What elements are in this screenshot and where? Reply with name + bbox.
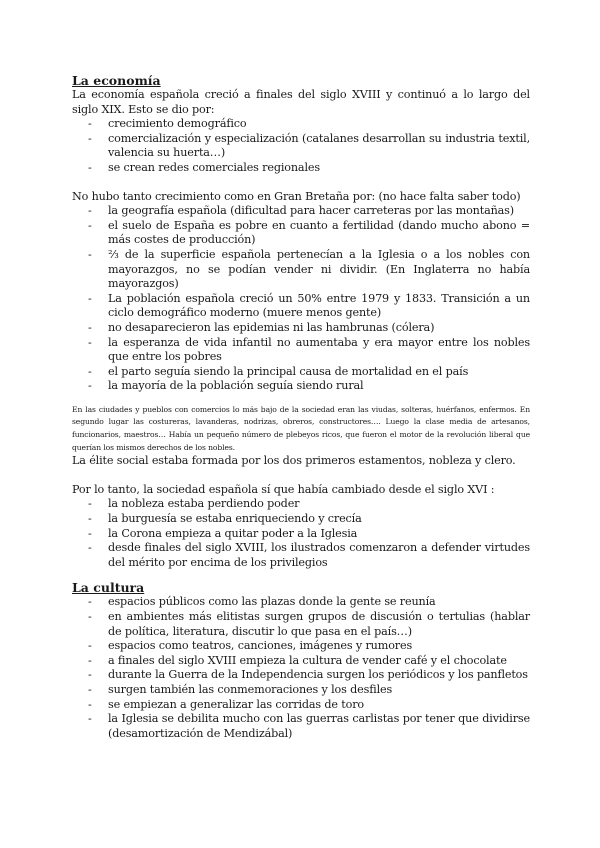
causes-list [72, 117, 530, 175]
list-item: - espacios como teatros, canciones, imágenes y rumores [88, 639, 413, 653]
list-item: - la esperanza de vida infantil no aumentaba y era mayor entre los nobles que entre los pobres [88, 335, 530, 364]
list-item: - el suelo de España es pobre en cuanto a fertilidad (dando mucho abono = más costes de producción) [88, 218, 530, 247]
list-item: - espacios públicos como las plazas donde la gente se reunía [88, 595, 436, 609]
list-item: - desde finales del siglo XVIII, los ilustrados comenzaron a defender virtudes del mérito por encima de los privilegios [88, 541, 530, 569]
list-item: - durante la Guerra de la Independencia surgen los periódicos y los panfletos [88, 668, 528, 682]
list-item: - comercialización y especialización (catalanes desarrollan su industria textil, valencia su huerta…) [88, 131, 530, 160]
economia-intro: La economía española creció a finales del siglo XVIII y continuó a lo largo del siglo XIX. Esto se dio por: [72, 88, 530, 116]
section-title-economia: La economía [72, 73, 161, 88]
reasons-list [72, 204, 530, 394]
social-classes-note: En las ciudades y pueblos con comercios lo más bajo de la sociedad eran las viudas, solteras, huérfanos, enfermos. En segundo lugar las costureras, lavanderas, nodrizas, obreros, constructores…. Luego la clase media de artesanos, funcionarios, maestros… Había un pequeño número de plebeyos ricos, que fueron el motor de la revolución liberal que querían los mismos derechos de los nobles. [72, 404, 530, 452]
list-item: - el parto seguía siendo la principal causa de mortalidad en el país [88, 364, 469, 378]
culture-list [72, 595, 530, 741]
list-item: - la burguesía se estaba enriqueciendo y crecía [88, 512, 362, 526]
list-item: - la geografía española (dificultad para hacer carreteras por las montañas) [88, 204, 514, 218]
list-item: - a finales del siglo XVIII empieza la cultura de vender café y el chocolate [88, 653, 507, 667]
list-item: - se crean redes comerciales regionales [88, 160, 320, 174]
elite-sentence: La élite social estaba formada por los dos primeros estamentos, nobleza y clero. [72, 454, 516, 468]
list-item: - no desaparecieron las epidemias ni las hambrunas (cólera) [88, 320, 435, 334]
list-item: - La población española creció un 50% entre 1979 y 1833. Transición a un ciclo demográfico moderno (muere menos gente) [88, 291, 530, 320]
list-item: - la Corona empieza a quitar poder a la Iglesia [88, 526, 358, 540]
list-item: - en ambientes más elitistas surgen grupos de discusión o tertulias (hablar de política, literatura, discutir lo que pasa en el país…) [88, 610, 530, 638]
section-title-cultura: La cultura [72, 580, 145, 596]
list-item: - surgen también las conmemoraciones y los desfiles [88, 682, 393, 696]
list-item: - se empiezan a generalizar las corridas de toro [88, 697, 365, 711]
list-item: - la Iglesia se debilita mucho con las guerras carlistas por tener que dividirse (desamortización de Mendizábal) [88, 712, 530, 740]
list-item: - crecimiento demográfico [88, 117, 247, 131]
list-item: - la nobleza estaba perdiendo poder [88, 497, 300, 511]
society-intro: Por lo tanto, la sociedad española sí que había cambiado desde el siglo XVI : [72, 482, 495, 496]
list-item: - la mayoría de la población seguía siendo rural [88, 379, 364, 393]
society-changes-list [72, 497, 530, 570]
list-item: - ⅔ de la superficie española pertenecían a la Iglesia o a los nobles con mayorazgos, no se podían vender ni dividir. (En Inglaterra no había mayorazgos) [88, 247, 530, 291]
comparison-intro: No hubo tanto crecimiento como en Gran Bretaña por: (no hace falta saber todo) [72, 189, 521, 203]
